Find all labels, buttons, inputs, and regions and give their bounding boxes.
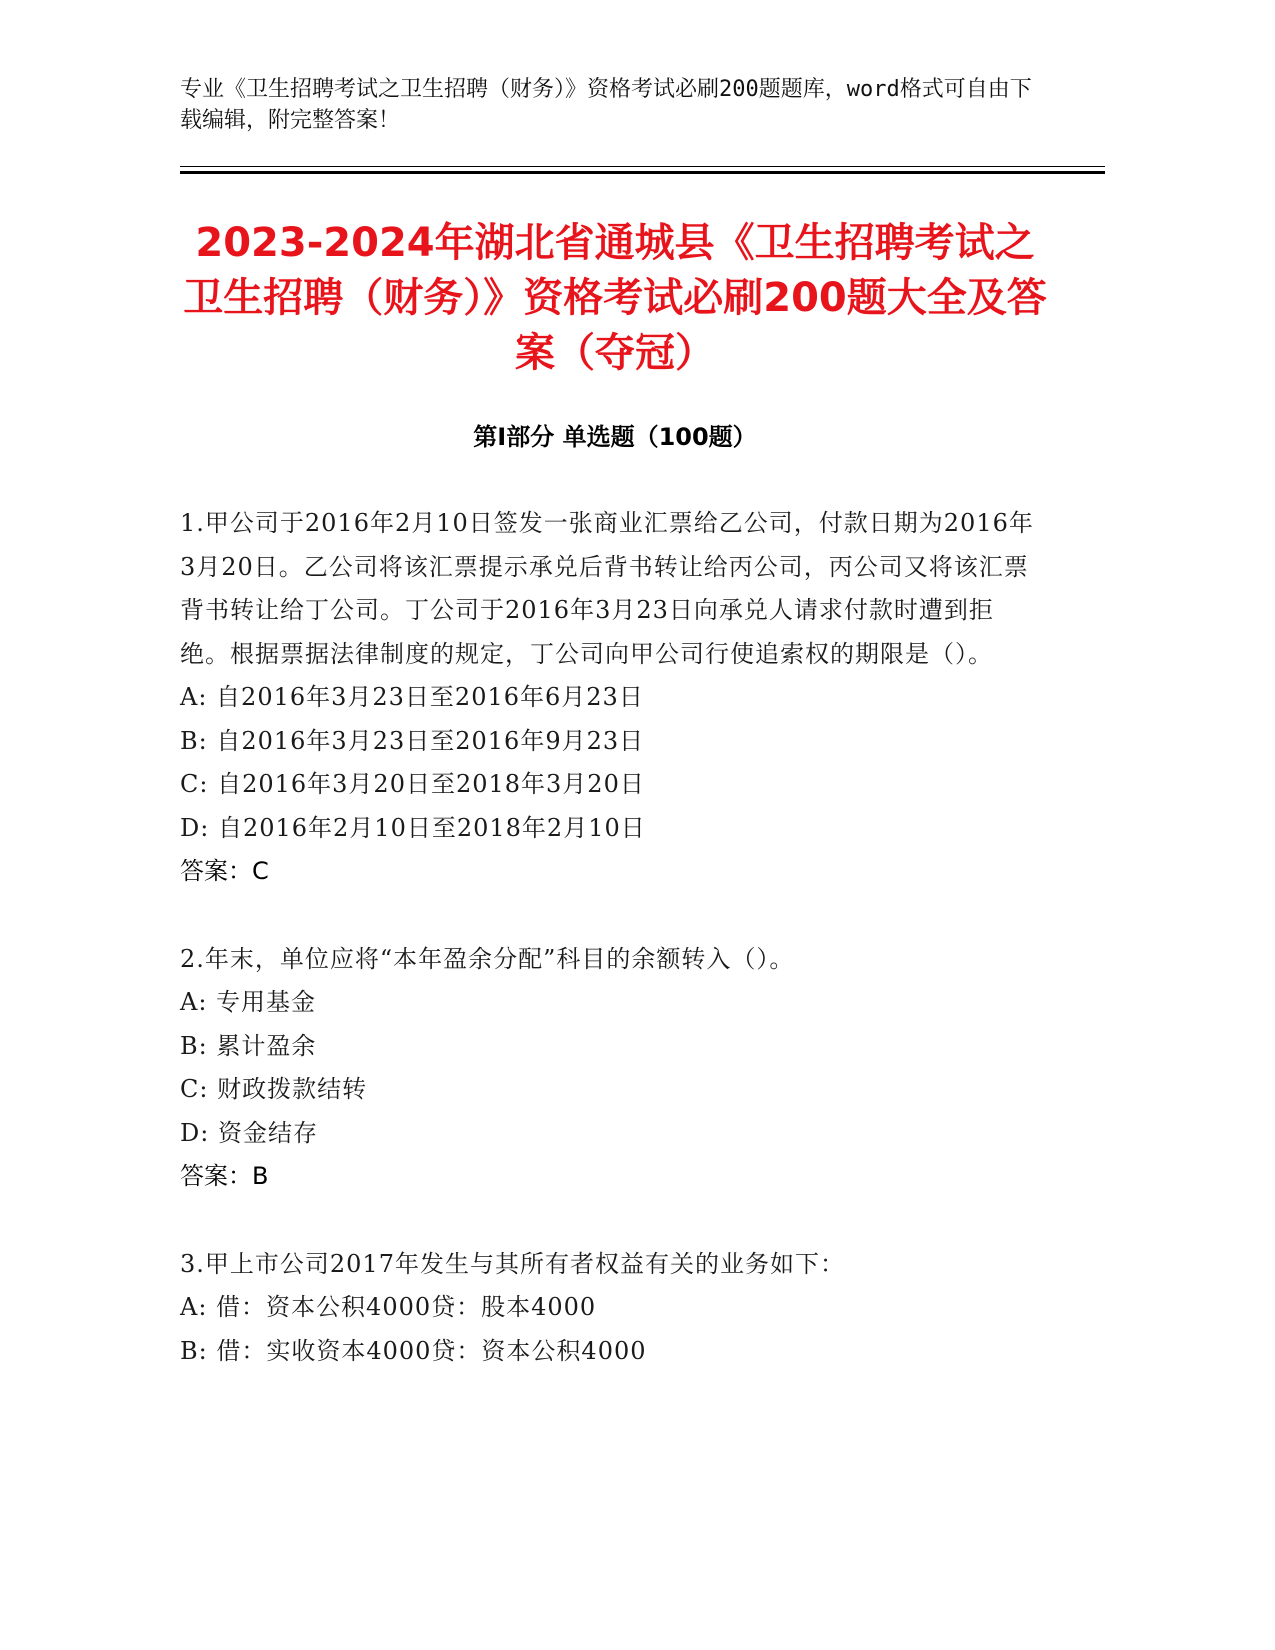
document-title: 2023-2024年湖北省通城县《卫生招聘考试之卫生招聘（财务）》资格考试必刷200题大全及答案（夺冠） bbox=[183, 220, 1047, 376]
question-1 bbox=[180, 502, 1040, 894]
divider-thin bbox=[180, 166, 1105, 167]
option-c: C: 财政拨款结转 bbox=[180, 1075, 368, 1103]
option-d: D: 资金结存 bbox=[180, 1118, 318, 1147]
option-b: B: 自2016年3月23日至2016年9月23日 bbox=[180, 726, 645, 755]
question-3 bbox=[180, 1243, 1040, 1374]
answer: 答案：C bbox=[180, 857, 269, 885]
option-b: B: 借：实收资本4000贷：资本公积4000 bbox=[180, 1336, 647, 1365]
question-stem: 1.甲公司于2016年2月10日签发一张商业汇票给乙公司，付款日期为2016年3月20日。乙公司将该汇票提示承兑后背书转让给丙公司，丙公司又将该汇票背书转让给丁公司。丁公司于2016年3月23日向承兑人请求付款时遭到拒绝。根据票据法律制度的规定，丁公司向甲公司行使追索权的期限是（）。 bbox=[180, 509, 1034, 668]
option-c: C: 自2016年3月20日至2018年3月20日 bbox=[180, 770, 645, 798]
question-list bbox=[180, 502, 1040, 1417]
option-a: A: 自2016年3月23日至2016年6月23日 bbox=[180, 683, 644, 711]
option-a: A: 借：资本公积4000贷：股本4000 bbox=[180, 1293, 597, 1321]
question-stem: 2.年末，单位应将“本年盈余分配”科目的余额转入（）。 bbox=[180, 944, 795, 973]
option-b: B: 累计盈余 bbox=[180, 1031, 317, 1060]
option-d: D: 自2016年2月10日至2018年2月10日 bbox=[180, 813, 646, 842]
question-stem: 3.甲上市公司2017年发生与其所有者权益有关的业务如下： bbox=[180, 1249, 845, 1278]
divider-thick bbox=[180, 171, 1105, 174]
question-2 bbox=[180, 938, 1040, 1199]
header-note: 专业《卫生招聘考试之卫生招聘（财务）》资格考试必刷200题题库，word格式可自由下载编辑，附完整答案！ bbox=[180, 77, 1032, 133]
section-heading: 第Ⅰ部分 单选题（100题） bbox=[473, 423, 757, 451]
answer: 答案：B bbox=[180, 1162, 269, 1190]
option-a: A: 专用基金 bbox=[180, 988, 317, 1016]
